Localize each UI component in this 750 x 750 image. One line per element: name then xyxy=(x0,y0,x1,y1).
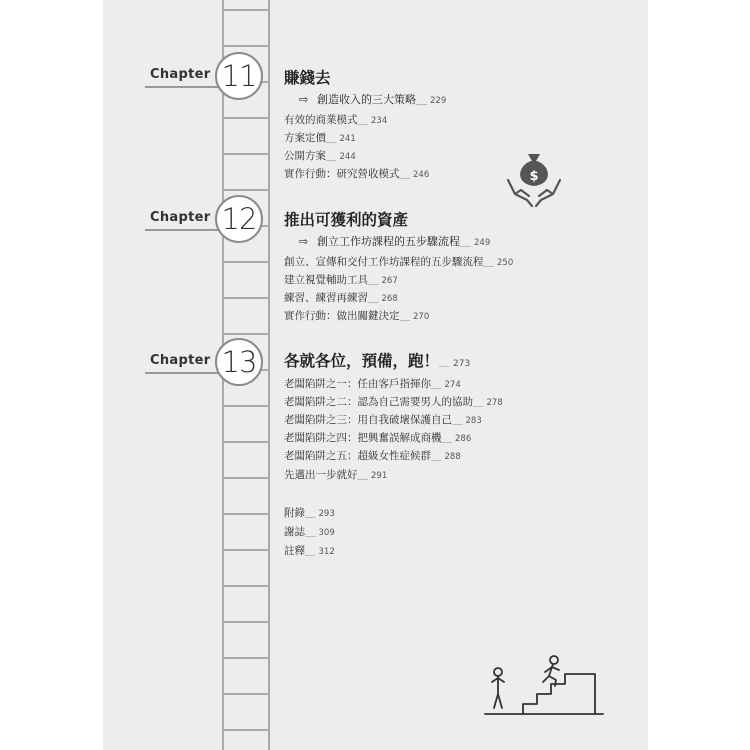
toc-entry[interactable]: 老闆陷阱之四：把興奮誤解成商機＿ 286 xyxy=(284,432,472,444)
chapter-11-number: 11 xyxy=(215,52,263,100)
toc-entry[interactable]: 公開方案＿ 244 xyxy=(284,150,356,162)
toc-page xyxy=(103,0,648,750)
chapter-11-title[interactable]: 賺錢去 xyxy=(284,69,331,87)
chapter-11-featured[interactable]: ⇨ 創造收入的三大策略＿ 229 xyxy=(299,93,447,106)
chapter-13-label: Chapter xyxy=(150,353,211,368)
chapter-12-featured[interactable]: ⇨ 創立工作坊課程的五步驟流程＿ 249 xyxy=(299,235,491,248)
toc-entry[interactable]: 實作行動：做出關鍵決定＿ 270 xyxy=(284,310,430,322)
svg-text:$: $ xyxy=(529,169,539,184)
toc-entry[interactable]: 創立、宣傳和交付工作坊課程的五步驟流程＿ 250 xyxy=(284,256,514,268)
toc-entry[interactable]: 先邁出一步就好＿ 291 xyxy=(284,469,388,481)
toc-entry[interactable]: 練習、練習再練習＿ 268 xyxy=(284,292,398,304)
chapter-13-title[interactable]: 各就各位，預備，跑！＿ 273 xyxy=(284,352,471,370)
arrow-icon: ⇨ xyxy=(299,93,309,106)
arrow-icon: ⇨ xyxy=(299,235,309,248)
chapter-12-label: Chapter xyxy=(150,210,211,225)
person-climbing-stairs-icon xyxy=(483,648,623,720)
appendix-entry[interactable]: 註釋＿ 312 xyxy=(284,545,335,557)
chapter-12-title[interactable]: 推出可獲利的資產 xyxy=(284,211,409,229)
toc-entry[interactable]: 老闆陷阱之二：認為自己需要男人的協助＿ 278 xyxy=(284,396,503,408)
toc-entry[interactable]: 老闆陷阱之一：任由客戶指揮你＿ 274 xyxy=(284,378,461,390)
toc-entry[interactable]: 老闆陷阱之五：超級女性症候群＿ 288 xyxy=(284,450,461,462)
chapter-13-number: 13 xyxy=(215,338,263,386)
toc-entry[interactable]: 老闆陷阱之三：用自我破壞保護自己＿ 283 xyxy=(284,414,482,426)
toc-entry[interactable]: 有效的商業模式＿ 234 xyxy=(284,114,388,126)
appendix-entry[interactable]: 謝誌＿ 309 xyxy=(284,526,335,538)
toc-entry[interactable]: 實作行動：研究營收模式＿ 246 xyxy=(284,168,430,180)
chapter-11-label: Chapter xyxy=(150,67,211,82)
toc-entry[interactable]: 建立視覺輔助工具＿ 267 xyxy=(284,274,398,286)
chapter-12-number: 12 xyxy=(215,195,263,243)
toc-entry[interactable]: 方案定價＿ 241 xyxy=(284,132,356,144)
money-bag-hands-icon xyxy=(505,150,563,214)
appendix-entry[interactable]: 附錄＿ 293 xyxy=(284,507,335,519)
